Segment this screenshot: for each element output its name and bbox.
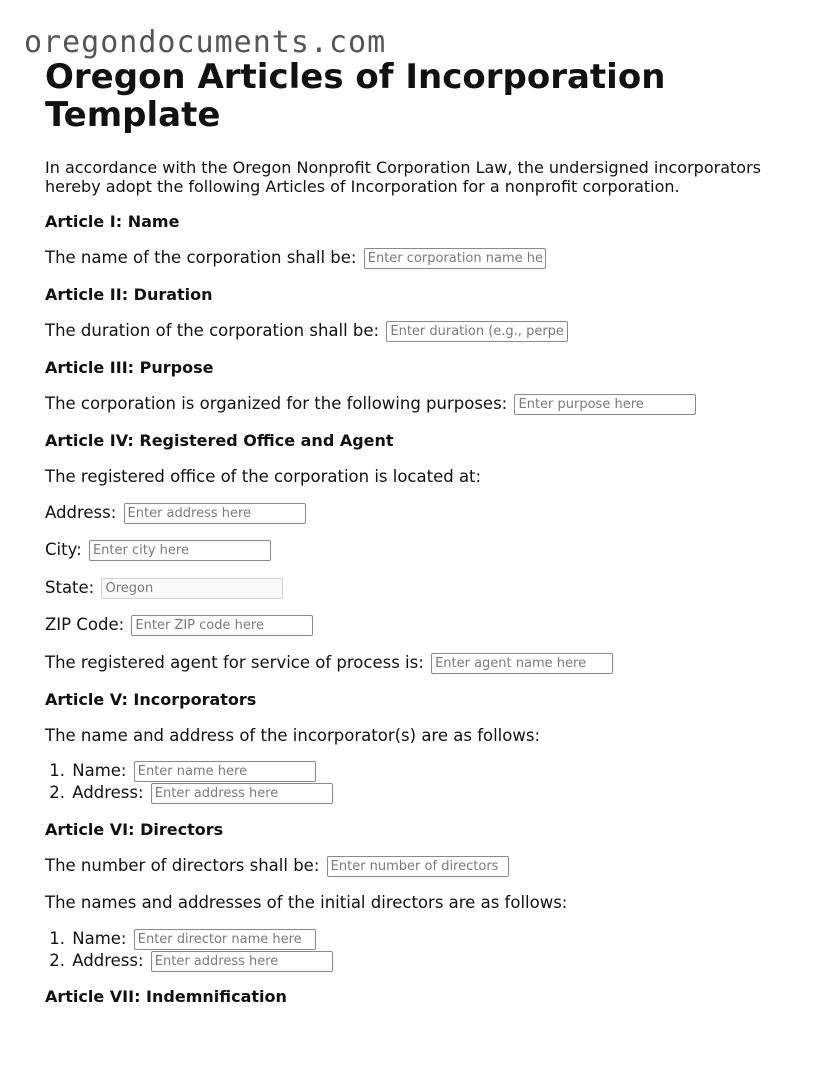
article-3-row	[45, 394, 696, 415]
city-label: City:	[45, 540, 82, 559]
incorporator-name-label: Name:	[72, 761, 127, 780]
article-2-heading: Article II: Duration	[45, 285, 213, 304]
list-item	[45, 783, 333, 804]
directors-number-label: The number of directors shall be:	[45, 856, 320, 875]
agent-name-input[interactable]	[431, 653, 613, 674]
corporation-name-label: The name of the corporation shall be:	[45, 248, 357, 267]
incorporator-address-label: Address:	[72, 783, 144, 802]
list-number: 1.	[49, 929, 65, 948]
state-label: State:	[45, 578, 95, 597]
agent-label: The registered agent for service of process is:	[45, 653, 424, 672]
article-2-row	[45, 321, 568, 342]
registered-office-text: The registered office of the corporation is located at:	[45, 467, 482, 486]
intro-paragraph: In accordance with the Oregon Nonprofit Corporation Law, the undersigned incorporators hereby adopt the following Articles of Incorporation for a nonprofit corporation.	[45, 158, 761, 196]
article-6-heading: Article VI: Directors	[45, 820, 224, 839]
office-address-input[interactable]	[124, 503, 306, 524]
directors-names-text: The names and addresses of the initial directors are as follows:	[45, 893, 568, 912]
page-title: Oregon Articles of Incorporation Template	[45, 57, 666, 135]
article-1-heading: Article I: Name	[45, 212, 180, 231]
agent-row	[45, 653, 613, 674]
office-state-input	[101, 578, 283, 599]
directors-number-input[interactable]	[327, 856, 509, 877]
purpose-input[interactable]	[514, 394, 696, 415]
article-3-heading: Article III: Purpose	[45, 358, 214, 377]
director-address-input[interactable]	[151, 951, 333, 972]
zip-row	[45, 615, 313, 636]
list-number: 2.	[49, 783, 65, 802]
director-name-input[interactable]	[134, 929, 316, 950]
office-zip-input[interactable]	[131, 615, 313, 636]
duration-input[interactable]	[386, 321, 568, 342]
list-item	[45, 951, 333, 972]
address-row	[45, 503, 306, 524]
incorporators-text: The name and address of the incorporator(s) are as follows:	[45, 726, 541, 745]
incorporator-address-input[interactable]	[151, 783, 333, 804]
director-address-label: Address:	[72, 951, 144, 970]
zip-label: ZIP Code:	[45, 615, 125, 634]
purpose-label: The corporation is organized for the following purposes:	[45, 394, 508, 413]
watermark: oregondocuments.com	[24, 25, 387, 60]
article-5-heading: Article V: Incorporators	[45, 690, 257, 709]
state-row	[45, 578, 283, 599]
list-item	[45, 761, 316, 782]
incorporator-name-input[interactable]	[134, 761, 316, 782]
list-number: 1.	[49, 761, 65, 780]
list-item	[45, 929, 316, 950]
article-4-heading: Article IV: Registered Office and Agent	[45, 431, 394, 450]
duration-label: The duration of the corporation shall be:	[45, 321, 380, 340]
address-label: Address:	[45, 503, 117, 522]
director-name-label: Name:	[72, 929, 127, 948]
directors-number-row	[45, 856, 509, 877]
list-number: 2.	[49, 951, 65, 970]
city-row	[45, 540, 271, 561]
corporation-name-input[interactable]	[364, 248, 546, 269]
article-7-heading: Article VII: Indemnification	[45, 987, 287, 1006]
office-city-input[interactable]	[89, 540, 271, 561]
article-1-row	[45, 248, 546, 269]
